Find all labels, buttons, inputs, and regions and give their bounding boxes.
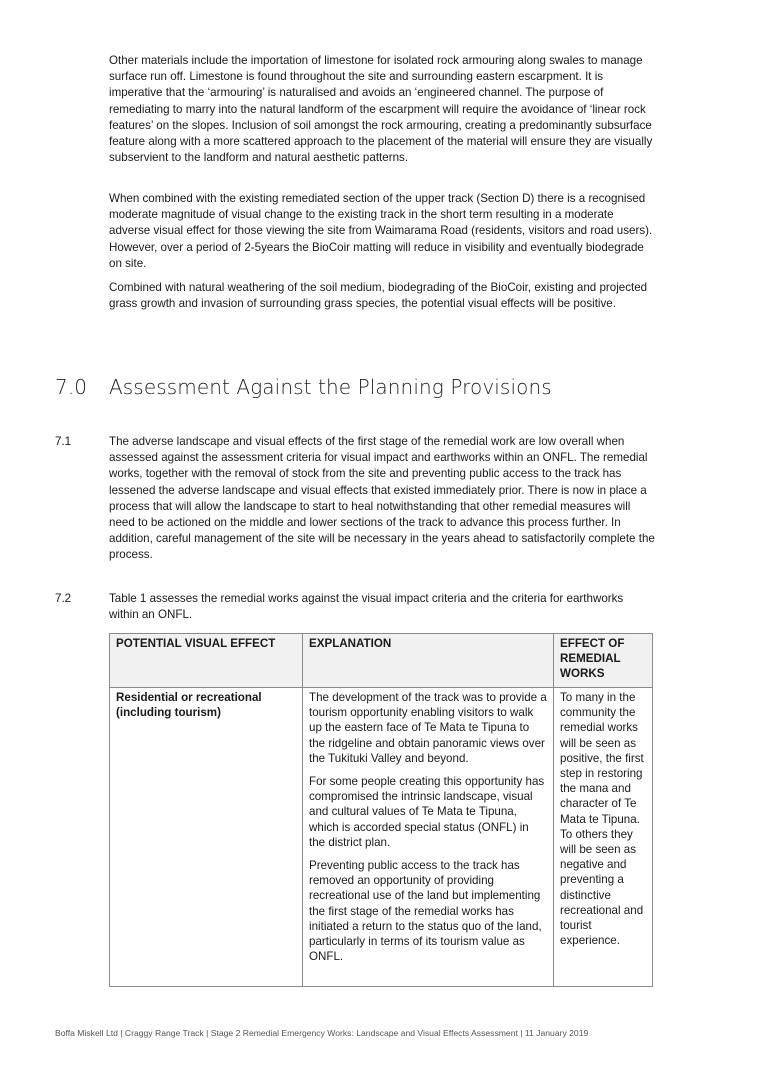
section-heading [55, 374, 552, 400]
item-text-7-1: The adverse landscape and visual effects of the first stage of the remedial work are low overall when assessed against the assessment criteria for visual impact and earthworks within an ONFL. The remedial works, together with the removal of stock from the site and preventing public access to the track has lessened the adverse landscape and visual effects that existed immediately prior. There is now in place a process that will allow the landscape to start to heal notwithstanding that other remedial measures will need to be actioned on the middle and lower sections of the track to advance this process further. In addition, careful management of the site will be necessary in the years ahead to satisfactorily complete the process. [109, 435, 655, 562]
cell-potential-visual-effect: Residential or recreational (including tourism) [110, 688, 303, 987]
cell-remedial-effect: To many in the community the remedial works will be seen as positive, the first step in restoring the mana and character of Te Mata te Tipuna. To others they will be seen as negative and preventing a distinctive recreational and tourist experience. [554, 688, 653, 987]
assessment-table [109, 633, 653, 987]
header-explanation: EXPLANATION [303, 634, 554, 688]
header-potential-visual-effect: POTENTIAL VISUAL EFFECT [110, 634, 303, 688]
cell-explanation [303, 688, 554, 987]
item-text-7-2: Table 1 assesses the remedial works against the visual impact criteria and the criteria for earthworks within an ONFL. [109, 592, 624, 622]
intro-paragraph-1: Other materials include the importation of limestone for isolated rock armouring along swales to manage surface run off. Limestone is found throughout the site and surrounding eastern escarpment. It is imperative that the ‘armouring’ is naturalised and avoids an ‘engineered channel. The purpose of remediating to marry into the natural landform of the escarpment will require the avoidance of ‘linear rock features’ on the slopes. Inclusion of soil amongst the rock armouring, creating a predominantly subsurface feature along with a more scattered approach to the placement of the material will ensure they are visually subservient to the landform and natural aesthetic patterns. [109, 54, 653, 165]
explanation-paragraph-3: Preventing public access to the track has removed an opportunity of providing recreational use of the land but implementing the first stage of the remedial works has initiated a return to the status quo of the land, particularly in terms of its tourism value as ONFL. [309, 859, 542, 964]
header-effect-of-remedial-works: EFFECT OF REMEDIAL WORKS [554, 634, 653, 688]
section-number: 7.0 [55, 375, 88, 399]
section-title: Assessment Against the Planning Provisions [109, 375, 552, 399]
intro-paragraph-2: When combined with the existing remediated section of the upper track (Section D) there is a recognised moderate magnitude of visual change to the existing track in the short term resulting in a moderate adverse visual effect for those viewing the site from Waimarama Road (residents, visitors and road users). However, over a period of 2-5years the BioCoir matting will reduce in visibility and eventually biodegrade on site. [109, 192, 653, 270]
item-number-7-1: 7.1 [55, 435, 72, 448]
explanation-paragraph-2: For some people creating this opportunity has compromised the intrinsic landscape, visual and cultural values of Te Mata te Tipuna, which is accorded special status (ONFL) in the district plan. [309, 775, 545, 849]
explanation-paragraph-1: The development of the track was to provide a tourism opportunity enabling visitors to walk up the eastern face of Te Mata te Tipuna to the ridgeline and obtain panoramic views over the Tukituki Valley and beyond. [309, 691, 547, 765]
table-row [110, 688, 653, 987]
intro-paragraph-3: Combined with natural weathering of the soil medium, biodegrading of the BioCoir, existing and projected grass growth and invasion of surrounding grass species, the potential visual effects will be positive. [109, 281, 648, 311]
table-header-row [110, 634, 653, 688]
page-footer: Boffa Miskell Ltd | Craggy Range Track | Stage 2 Remedial Emergency Works: Landscape and Visual Effects Assessment | 11 January 2019 [55, 1028, 589, 1038]
item-number-7-2: 7.2 [55, 592, 72, 605]
